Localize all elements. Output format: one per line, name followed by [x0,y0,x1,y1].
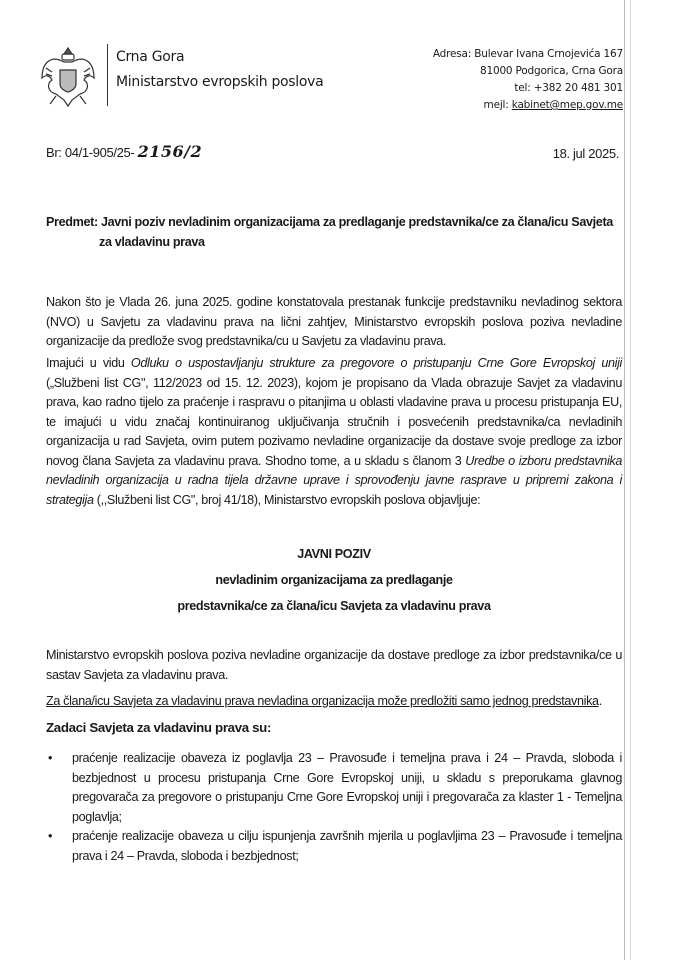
phone: tel: +382 20 481 301 [514,82,623,94]
call-title-line2: nevladinim organizacijama za predlaganje [215,573,453,587]
contact-block [433,46,623,114]
list-item [48,749,622,827]
subject-label: Predmet: [46,215,98,229]
reference-handwritten: 2156/2 [137,142,203,161]
address-line: Adresa: Bulevar Ivana Crnojevića 167 [432,48,623,60]
address-city: 81000 Podgorica, Crna Gora [480,65,623,77]
email-label: mejl: [483,99,512,111]
coat-of-arms-logo [38,44,98,110]
text: Imajući u vidu [46,356,131,370]
regulation-title: Uredbe o izboru predstavnika nevladinih organizacija u radna tijela državne uprave i sprovođenju javne rasprave u pripremi zakona i strategija [46,453,623,507]
text: („Službeni list CG", 112/2023 od 15. 12. 2023), kojom je propisano da Vlada obrazuje Savjet za vladavinu prava, kao radno tijelo za praćenje i raspravu o pitanjima u oblasti vladavine prava u procesu pristupanja EU, te imajući u vidu značaj kontinuiranog uključivanja stručnih i posvećenih predstavnika/ca nevladinih organizacija u rad Savjeta, ovim putem pozivamo nevladine organizacije da dostave svoje predloge za izbor novog člana Savjeta za vladavinu prava. Shodno tome, a u skladu s članom 3 [46,375,622,468]
scan-edge-line [624,0,625,960]
subject [46,213,626,252]
bullet-icon: • [48,829,53,843]
task-text: praćenje realizacije obaveza u cilju ispunjenja završnih mjerila u poglavljima 23 – Pravosuđe i temeljna prava i 24 – Pravda, sloboda i bezbjednost; [72,829,622,863]
call-title [46,541,622,619]
legal-basis-paragraph [46,354,622,510]
reference-number [46,142,202,163]
bullet-icon: • [48,751,53,765]
intro-paragraph: Nakon što je Vlada 26. juna 2025. godine konstatovala prestanak funkcije predstavniku nevladinog sektora (NVO) u Savjetu za vladavinu prava na lični zahtjev, Ministarstvo evropskih poslova poziva nevladine organizacije da predlože svog predstavnika/cu u Savjetu za vladavinu prava. [46,295,622,348]
single-representative-note [46,692,626,712]
tasks-heading: Zadaci Savjeta za vladavinu prava su: [46,720,272,735]
note-end: . [598,694,602,708]
email-link[interactable]: kabinet@mep.gov.me [511,99,623,111]
scan-edge-line [630,0,631,960]
tasks-list [46,749,622,866]
ministry-name: Ministarstvo evropskih poslova [116,74,324,90]
document-date: 18. jul 2025. [552,146,619,161]
list-item [48,827,622,866]
email-line [433,97,623,114]
subject-text-cont: za vladavinu prava [99,234,205,249]
subject-text: Javni poziv nevladinim organizacijama za predlaganje predstavnika/ce za člana/icu Savjeta [100,215,613,229]
call-title-line1: JAVNI POZIV [297,547,371,561]
header-divider [107,44,108,106]
note-text: Za člana/icu Savjeta za vladavinu prava nevladina organizacija može predložiti samo jednog predstavnika [46,694,599,708]
call-title-line3: predstavnika/ce za člana/icu Savjeta za vladavinu prava [177,599,491,613]
decision-title: Odluku o uspostavljanju strukture za pregovore o pristupanju Crne Gore Evropskoj uniji [130,356,623,370]
text: (,,Službeni list CG", broj 41/18), Ministarstvo evropskih poslova objavljuje: [93,492,481,507]
country-name: Crna Gora [116,49,185,65]
task-text: praćenje realizacije obaveza iz poglavlja 23 – Pravosuđe i temeljna prava i 24 – Pravda, sloboda i bezbjednost u procesu pristupanja Crne Gore Evropskoj uniji, u skladu s preporukama glavnog pregovarača za pregovore o pristupanju Crne Gore Evropskoj uniji i pregovarača za klaster 1 - Temeljna poglavlja; [72,751,622,824]
call-paragraph: Ministarstvo evropskih poslova poziva nevladine organizacije da dostave predloge za izbor predstavnika/ce u sastav Savjeta za vladavinu prava. [46,648,622,682]
reference-printed: Br: 04/1-905/25- [46,145,138,160]
